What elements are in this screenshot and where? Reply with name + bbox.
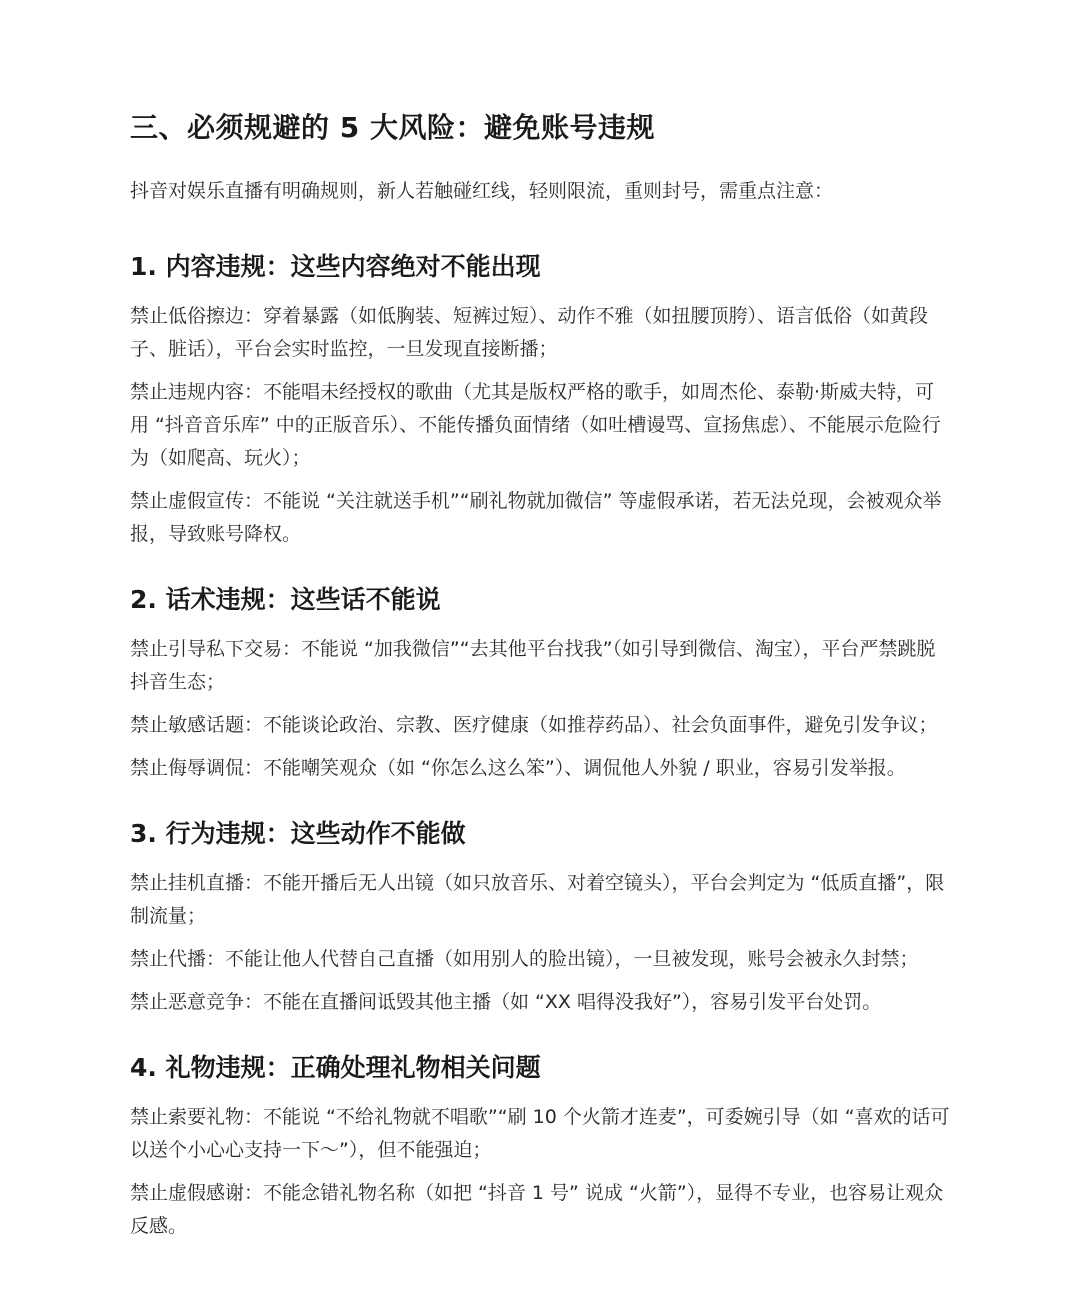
rule-item: 禁止代播：不能让他人代替自己直播（如用别人的脸出镜），一旦被发现，账号会被永久封禁； — [130, 948, 919, 970]
rule-item: 禁止虚假感谢：不能念错礼物名称（如把 “抖音 1 号” 说成 “火箭”），显得不专业，也容易让观众反感。 — [130, 1182, 944, 1237]
rule-item: 禁止虚假宣传：不能说 “关注就送手机”“刷礼物就加微信” 等虚假承诺，若无法兑现，会被观众举报，导致账号降权。 — [130, 490, 942, 545]
rule-item: 禁止引导私下交易：不能说 “加我微信”“去其他平台找我”（如引导到微信、淘宝），平台严禁跳脱抖音生态； — [130, 638, 936, 693]
rule-item: 禁止恶意竞争：不能在直播间诋毁其他主播（如 “XX 唱得没我好”），容易引发平台处罚。 — [130, 991, 882, 1013]
rule-item: 禁止敏感话题：不能谈论政治、宗教、医疗健康（如推荐药品）、社会负面事件，避免引发争议； — [130, 714, 938, 736]
intro-paragraph: 抖音对娱乐直播有明确规则，新人若触碰红线，轻则限流，重则封号，需重点注意： — [130, 180, 834, 202]
section-heading: 2. 话术违规：这些话不能说 — [130, 585, 441, 614]
section-behavior-violations — [130, 815, 952, 1019]
section-heading: 1. 内容违规：这些内容绝对不能出现 — [130, 252, 541, 281]
rule-item: 禁止低俗擦边：穿着暴露（如低胸装、短裤过短）、动作不雅（如扭腰顶胯）、语言低俗（如黄段子、脏话），平台会实时监控，一旦发现直接断播； — [130, 305, 929, 360]
rule-item: 禁止侮辱调侃：不能嘲笑观众（如 “你怎么这么笨”）、调侃他人外貌 / 职业，容易引发举报。 — [130, 757, 906, 779]
rule-item: 禁止索要礼物：不能说 “不给礼物就不唱歌”“刷 10 个火箭才连麦”，可委婉引导（如 “喜欢的话可以送个小心心支持一下～”），但不能强迫； — [130, 1106, 950, 1161]
section-gift-violations — [130, 1049, 952, 1243]
section-content-violations — [130, 248, 952, 551]
rule-item: 禁止违规内容：不能唱未经授权的歌曲（尤其是版权严格的歌手，如周杰伦、泰勒·斯威夫特，可用 “抖音音乐库” 中的正版音乐）、不能传播负面情绪（如吐槽谩骂、宣扬焦虑）、不能展示危险行为（如爬高、玩火）； — [130, 381, 941, 469]
section-speech-violations — [130, 581, 952, 785]
section-heading: 4. 礼物违规：正确处理礼物相关问题 — [130, 1053, 541, 1082]
page-title: 三、必须规避的 5 大风险：避免账号违规 — [130, 111, 655, 144]
rule-item: 禁止挂机直播：不能开播后无人出镜（如只放音乐、对着空镜头），平台会判定为 “低质直播”，限制流量； — [130, 872, 945, 927]
section-heading: 3. 行为违规：这些动作不能做 — [130, 819, 466, 848]
